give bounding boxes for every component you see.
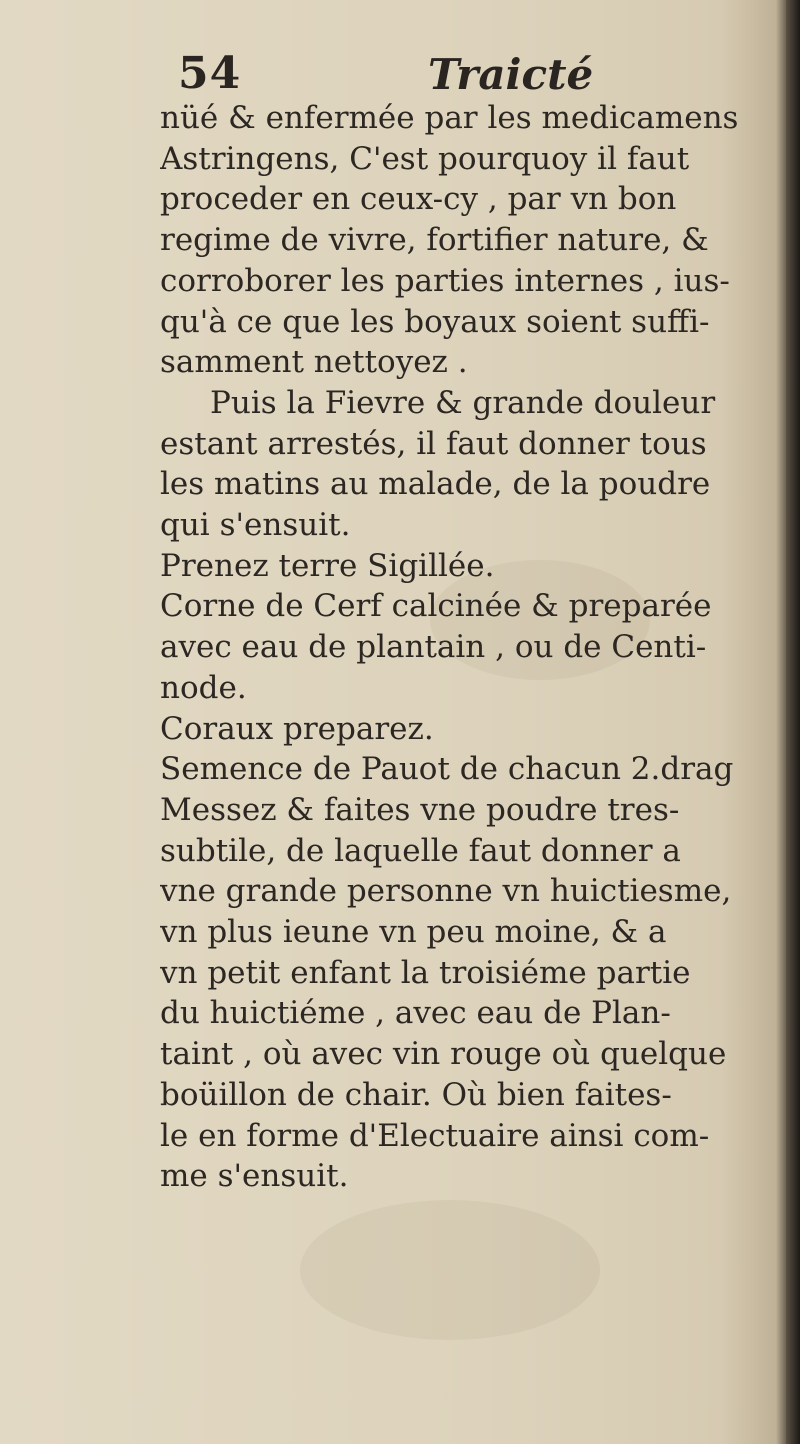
text-line: le en forme d'Electuaire ainsi com- <box>160 1117 710 1154</box>
text-line: taint , où avec vin rouge où quelque <box>160 1036 727 1073</box>
page-number: 54 <box>178 48 242 99</box>
text-line: Semence de Pauot de chacun 2.drag <box>160 751 734 788</box>
page-header <box>160 44 600 104</box>
text-line: proceder en ceux-cy , par vn bon <box>160 181 677 218</box>
text-line: estant arrestés, il faut donner tous <box>160 425 707 462</box>
text-line: qui s'ensuit. <box>160 507 351 544</box>
text-line: regime de vivre, fortifier nature, & <box>160 222 709 259</box>
text-line: subtile, de laquelle faut donner a <box>160 832 681 869</box>
text-line: Prenez terre Sigillée. <box>160 547 495 584</box>
text-line: qu'à ce que les boyaux soient suffi- <box>160 303 710 340</box>
text-line: vn plus ieune vn peu moine, & a <box>160 914 667 951</box>
text-line: Coraux preparez. <box>160 710 434 747</box>
text-line: vn petit enfant la troisiéme partie <box>160 954 691 991</box>
text-line: corroborer les parties internes , ius- <box>160 262 730 299</box>
text-line: Puis la Fievre & grande douleur <box>210 384 716 421</box>
text-line: node. <box>160 669 247 706</box>
body-text <box>160 98 760 1197</box>
text-line: me s'ensuit. <box>160 1158 349 1195</box>
text-line: Astringens, C'est pourquoy il faut <box>160 140 690 177</box>
book-spine-shadow <box>786 0 800 1444</box>
paper-stain <box>300 1200 600 1340</box>
text-line: du huictiéme , avec eau de Plan- <box>160 995 671 1032</box>
text-line: nüé & enfermée par les medicamens <box>160 100 739 136</box>
text-line: samment nettoyez . <box>160 344 468 381</box>
running-title: Traicté <box>428 50 594 99</box>
text-line: Corne de Cerf calcinée & preparée <box>160 588 712 625</box>
text-line: avec eau de plantain , ou de Centi- <box>160 629 707 666</box>
text-line: Messez & faites vne poudre tres- <box>160 791 680 828</box>
text-line: les matins au malade, de la poudre <box>160 466 711 503</box>
text-line: vne grande personne vn huictiesme, <box>160 873 732 910</box>
text-line: boüillon de chair. Où bien faites- <box>160 1076 672 1113</box>
